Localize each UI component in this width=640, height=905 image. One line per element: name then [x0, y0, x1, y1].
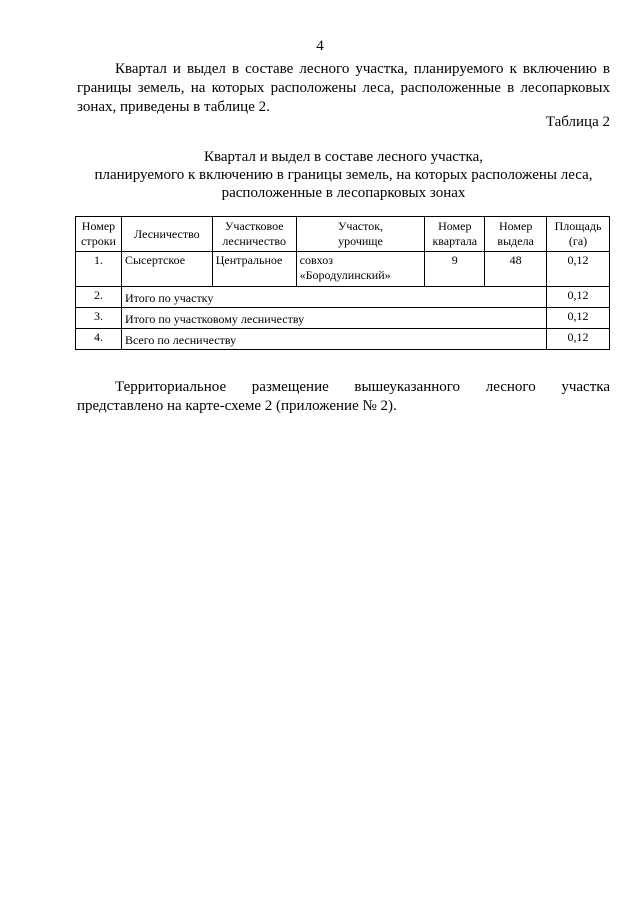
header-quarter-number: Номер квартала [425, 217, 485, 252]
intro-paragraph: Квартал и выдел в составе лесного участка, планируемого к включению в границы земель, на которых расположены леса, расположенные в лесопарковых зонах, приведены в таблице 2. [77, 61, 610, 115]
cell-forestry: Сысертское [121, 252, 212, 287]
cell-area: 0,12 [547, 329, 610, 350]
cell-area: 0,12 [547, 252, 610, 287]
cell-quarter-number: 9 [425, 252, 485, 287]
header-row-number: Номер строки [76, 217, 122, 252]
page-number: 4 [316, 38, 324, 54]
table-total-row [76, 329, 610, 350]
cell-area: 0,12 [547, 287, 610, 308]
table-title [77, 148, 610, 202]
cell-row-number: 1. [76, 252, 122, 287]
cell-area: 0,12 [547, 308, 610, 329]
forest-plot-table [75, 216, 610, 350]
cell-total-label: Всего по лесничеству [121, 329, 546, 350]
table-title-line-2: планируемого к включению в границы земель, на которых расположены леса, [94, 167, 593, 183]
cell-allotment-number: 48 [485, 252, 547, 287]
header-allotment-number: Номер выдела [485, 217, 547, 252]
cell-row-number: 3. [76, 308, 122, 329]
cell-district-forestry: Центральное [212, 252, 296, 287]
closing-paragraph: Территориальное размещение вышеуказанного лесного участка представлено на карте-схеме 2 (приложение № 2). [77, 379, 610, 414]
header-site: Участок, урочище [296, 217, 425, 252]
cell-total-label: Итого по участку [121, 287, 546, 308]
table-total-row [76, 287, 610, 308]
table-title-line-3: расположенные в лесопарковых зонах [221, 185, 466, 201]
cell-site: совхоз «Бородулинский» [296, 252, 425, 287]
cell-total-label: Итого по участковому лесничеству [121, 308, 546, 329]
header-area: Площадь (га) [547, 217, 610, 252]
table-row [76, 252, 610, 287]
header-district-forestry: Участковое лесничество [212, 217, 296, 252]
cell-row-number: 4. [76, 329, 122, 350]
table-label: Таблица 2 [545, 114, 610, 130]
header-forestry: Лесничество [121, 217, 212, 252]
table-title-line-1: Квартал и выдел в составе лесного участка, [203, 149, 483, 165]
cell-row-number: 2. [76, 287, 122, 308]
table-total-row [76, 308, 610, 329]
table-header-row [76, 217, 610, 252]
